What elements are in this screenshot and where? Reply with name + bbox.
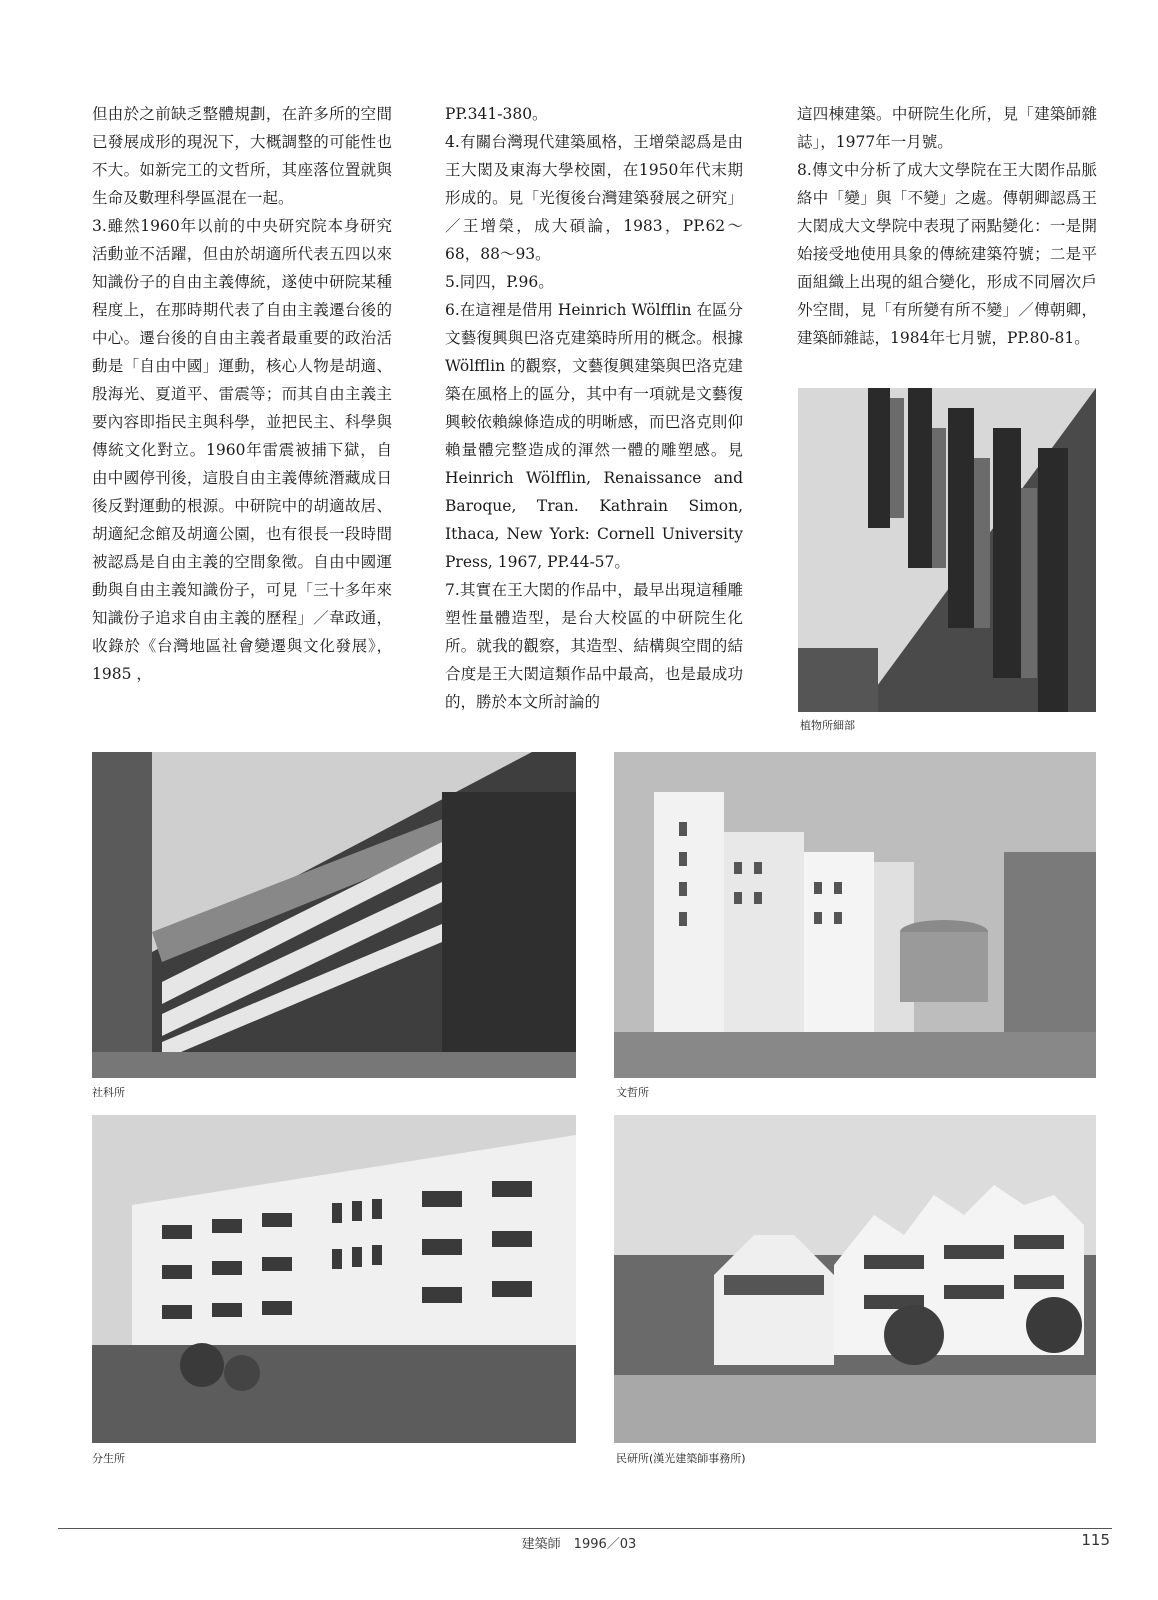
photo-literature-philosophy-institute — [614, 752, 1096, 1078]
text-column-right — [797, 100, 1097, 352]
footnote-8: 8.傳文中分析了成大文學院在王大閎作品脈絡中「變」與「不變」之處。傳朝卿認爲王大閎成大文學院中表現了兩點變化：一是開始接受地使用具象的傳統建築符號；二是平面組織上出現的組合變化，形成不同層次戶外空間，見「有所變有所不變」／傅朝卿，建築師雜誌，1984年七月號，PP.80-81。 — [797, 161, 1097, 347]
footnote-4: 4.有關台灣現代建築風格，王增榮認爲是由王大閎及東海大學校園，在1950年代末期形成的。見「光復後台灣建築發展之研究」／王增榮，成大碩論，1983，PP.62～68，88～93。 — [445, 133, 743, 263]
journal-footer: 建築師 1996／03 — [521, 1537, 637, 1552]
photo-ethnology-institute — [614, 1115, 1096, 1443]
footnote-3: 3.雖然1960年以前的中央研究院本身研究活動並不活躍，但由於胡適所代表五四以來知識份子的自由主義傳統，遂使中研院某種程度上，在那時期代表了自由主義遷台後的中心。遷台後的自由主義者最重要的政治活動是「自由中國」運動，核心人物是胡適、殷海光、夏道平、雷震等；而其自由主義主要內容即指民主與科學，並把民主、科學與傳統文化對立。1960年雷震被捕下獄，自由中國停刊後，這股自由主義傳統潛藏成日後反對運動的根源。中研院中的胡適故居、胡適紀念館及胡適公園，也有很長一段時間被認爲是自由主義的空間象徵。自由中國運動與自由主義知識份子，可見「三十多年來知識份子追求自由主義的歷程」／韋政通，收錄於《台灣地區社會變遷與文化發展》，1985 ， — [92, 217, 392, 683]
footnote-6: 6.在這裡是借用 Heinrich Wölfflin 在區分文藝復興與巴洛克建築時所用的概念。根據 Wölfflin 的觀察，文藝復興建築與巴洛克建築在風格上的區分，其中有一項就是文藝復興較依賴線條造成的明晰感，而巴洛克則仰賴量體完整造成的渾然一體的雕塑感。見 Heinrich Wölfflin, Renaissance and Baroque, Tran. Kathrain Simon, Ithaca, New York: Cornell University Press, 1967, PP.44-57。 — [445, 301, 743, 571]
caption-social-sciences: 社科所 — [92, 1086, 125, 1099]
photo-plant-institute-detail — [798, 388, 1096, 712]
paragraph: 但由於之前缺乏整體規劃，在許多所的空間已發展成形的現況下，大概調整的可能性也不大。如新完工的文哲所，其座落位置就與生命及數理科學區混在一起。 — [92, 105, 392, 207]
photo-social-sciences-institute — [92, 752, 576, 1078]
paragraph: PP.341-380。 — [445, 105, 548, 123]
page-number: 115 — [1081, 1531, 1110, 1549]
footer-rule — [58, 1528, 1112, 1529]
paragraph: 這四棟建築。中研院生化所，見「建築師雜誌」，1977年一月號。 — [797, 105, 1097, 151]
caption-plant-institute: 植物所細部 — [800, 719, 855, 732]
photo-molecular-biology-institute — [92, 1115, 576, 1443]
caption-molecular-biology: 分生所 — [92, 1452, 125, 1465]
footnote-7: 7.其實在王大閎的作品中，最早出現這種雕塑性量體造型，是台大校區的中研院生化所。就我的觀察，其造型、結構與空間的結合度是王大閎這類作品中最高，也是最成功的，勝於本文所討論的 — [445, 581, 743, 711]
footnote-5: 5.同四，P.96。 — [445, 273, 554, 291]
text-column-middle — [445, 100, 743, 716]
caption-literature-philosophy: 文哲所 — [616, 1086, 649, 1099]
text-column-left — [92, 100, 392, 688]
caption-ethnology: 民研所(漢光建築師事務所) — [616, 1452, 746, 1465]
